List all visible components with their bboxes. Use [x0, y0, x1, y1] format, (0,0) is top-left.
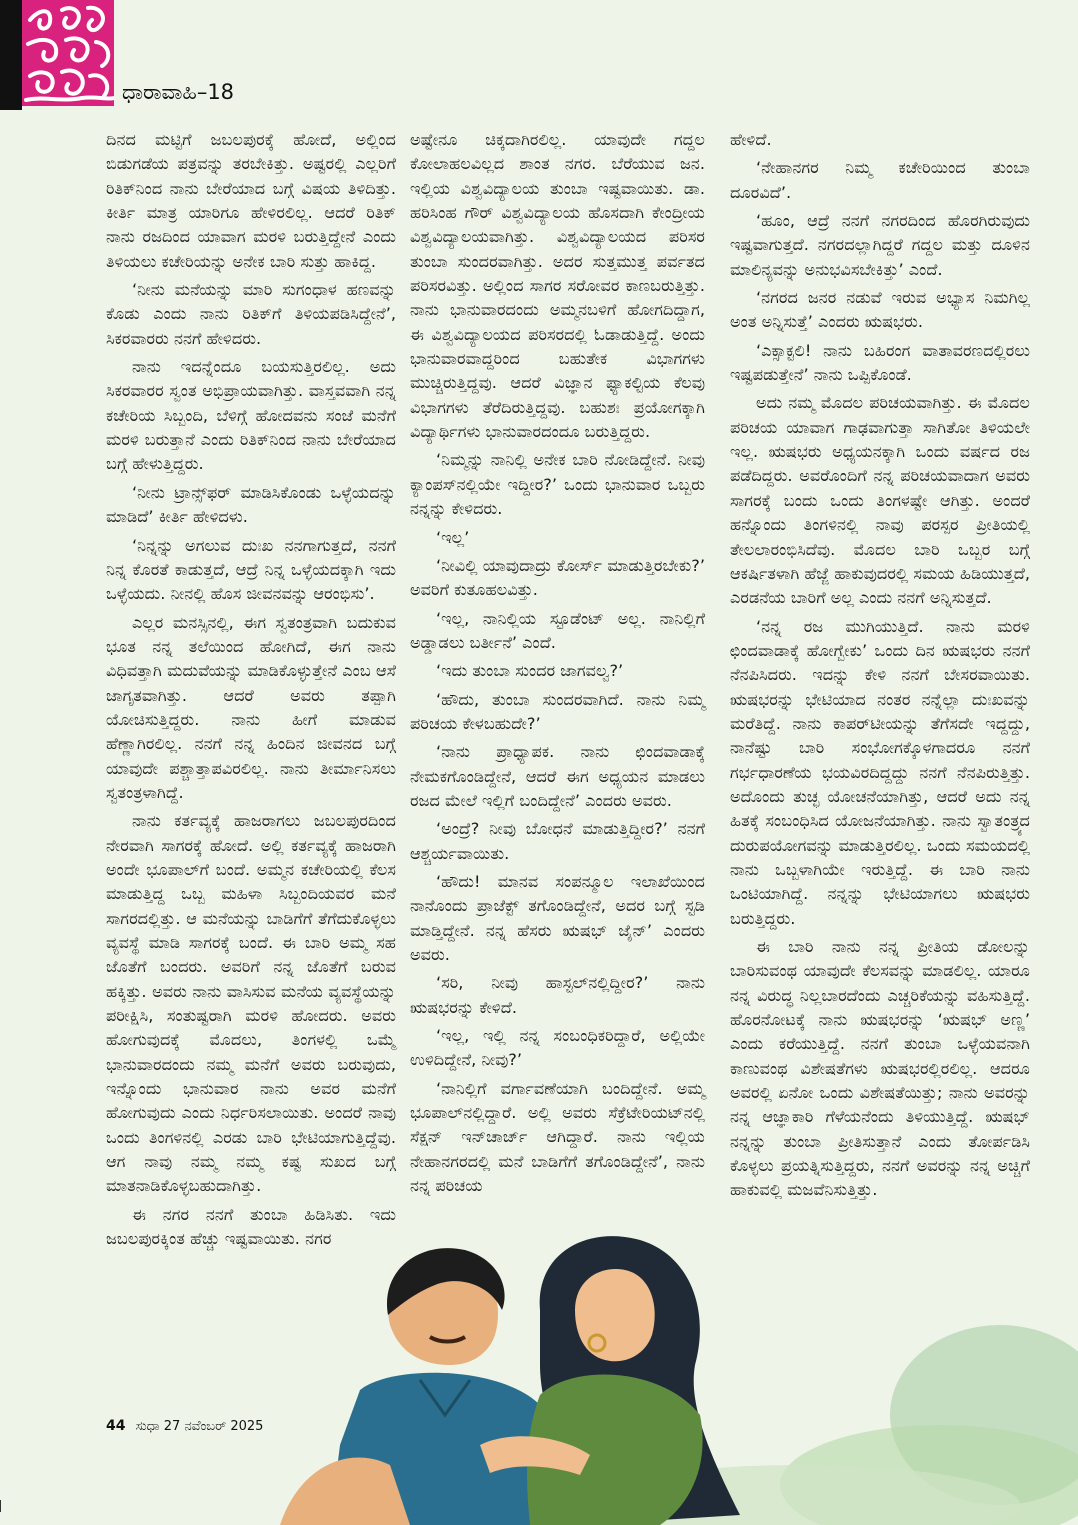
section-logo: [22, 0, 114, 106]
paragraph: ಎಲ್ಲರ ಮನಸ್ಸಿನಲ್ಲಿ, ಈಗ ಸ್ವತಂತ್ರವಾಗಿ ಬದುಕುವ ಭೂತ ನನ್ನ ತಲೆಯಿಂದ ಹೋಗಿದೆ, ಈಗ ನಾನು ವಿಧಿವತ್ತಾಗಿ ಮದುವೆಯನ್ನು ಮಾಡಿಕೊಳ್ಳುತ್ತೇನೆ ಎಂಬ ಆಸೆ ಜಾಗೃತವಾಗಿತ್ತು. ಆದರೆ ಅವರು ತಪ್ಪಾಗಿ ಯೋಚಿಸುತ್ತಿದ್ದರು. ನಾನು ಹೀಗೆ ಮಾಡುವ ಹೆಣ್ಣಾಗಿರಲಿಲ್ಲ. ನನಗೆ ನನ್ನ ಹಿಂದಿನ ಜೀವನದ ಬಗ್ಗೆ ಯಾವುದೇ ಪಶ್ಚಾತ್ತಾಪವಿರಲಿಲ್ಲ. ನಾನು ತೀರ್ಮಾನಿಸಲು ಸ್ವತಂತ್ರಳಾಗಿದ್ದೆ.: [106, 612, 396, 802]
paragraph: ದಿನದ ಮಟ್ಟಿಗೆ ಜಬಲಪುರಕ್ಕೆ ಹೋದೆ, ಅಲ್ಲಿಂದ ಬಿಡುಗಡೆಯ ಪತ್ರವನ್ನು ತರಬೇಕಿತ್ತು. ಅಷ್ಟರಲ್ಲಿ ಎಲ್ಲರಿಗೆ ರಿತಿಕ್‌ನಿಂದ ನಾನು ಬೇರೆಯಾದ ಬಗ್ಗೆ ವಿಷಯ ತಿಳಿದಿತ್ತು. ಕೀರ್ತಿ ಮಾತ್ರ ಯಾರಿಗೂ ಹೇಳಿರಲಿಲ್ಲ. ಆದರೆ ರಿತಿಕ್ ನಾನು ರಜದಿಂದ ಯಾವಾಗ ಮರಳಿ ಬರುತ್ತಿದ್ದೇನೆ ಎಂದು ತಿಳಿಯಲು ಕಚೇರಿಯನ್ನು ಅನೇಕ ಬಾರಿ ಸುತ್ತು ಹಾಕಿದ್ದ.: [106, 130, 396, 271]
paragraph: ‘ಅಂದ್ರೆ? ನೀವು ಬೋಧನೆ ಮಾಡುತ್ತಿದ್ದೀರ?’ ನನಗೆ ಆಶ್ಚರ್ಯವಾಯಿತು.: [410, 819, 705, 863]
paragraph: ‘ನೀವಿಲ್ಲಿ ಯಾವುದಾದ್ರು ಕೋರ್ಸ್ ಮಾಡುತ್ತಿರಬೇಕು?’ ಅವರಿಗೆ ಕುತೂಹಲವಿತ್ತು.: [410, 555, 705, 600]
paragraph: ‘ಹೂಂ, ಆದ್ರೆ ನನಗೆ ನಗರದಿಂದ ಹೊರಗಿರುವುದು ಇಷ್ಟವಾಗುತ್ತದೆ. ನಗರದಲ್ಲಾಗಿದ್ದರೆ ಗದ್ದಲ ಮತ್ತು ದೂಳಿನ ಮಾಲಿನ್ಯವನ್ನು ಅನುಭವಿಸಬೇಕಿತ್ತು’ ಎಂದೆ.: [730, 211, 1030, 279]
paragraph: ‘ಹೌದು! ಮಾನವ ಸಂಪನ್ಮೂಲ ಇಲಾಖೆಯಿಂದ ನಾನೊಂದು ಪ್ರಾಜೆಕ್ಟ್ ತಗೊಂಡಿದ್ದೇನೆ, ಅದರ ಬಗ್ಗೆ ಸ್ಟಡಿ ಮಾಡ್ತಿದ್ದೇನೆ. ನನ್ನ ಹೆಸರು ಋಷಭ್ ಜೈನ್’ ಎಂದರು ಅವರು.: [410, 871, 705, 964]
page-footer: [106, 1418, 263, 1434]
paragraph: ‘ಇಲ್ಲ’: [436, 527, 470, 547]
paragraph: ‘ನನ್ನ ರಜ ಮುಗಿಯುತ್ತಿದೆ. ನಾನು ಮರಳಿ ಛಿಂದವಾಡಾಕ್ಕೆ ಹೋಗ್ಬೇಕು’ ಒಂದು ದಿನ ಋಷಭರು ನನಗೆ ನೆನಪಿಸಿದರು. ಇದನ್ನು ಕೇಳಿ ನನಗೆ ಬೇಸರವಾಯಿತು. ಋಷಭರನ್ನು ಭೇಟಿಯಾದ ನಂತರ ನನ್ನೆಲ್ಲಾ ದುಃಖವನ್ನು ಮರೆತಿದ್ದೆ. ನಾನು ಕಾಪರ್‌ಟೀಯನ್ನು ತೆಗೆಸದೇ ಇದ್ದದ್ದು, ನಾನೆಷ್ಟು ಬಾರಿ ಸಂಭೋಗಕ್ಕೊಳಗಾದರೂ ನನಗೆ ಗರ್ಭಧಾರಣೆಯ ಭಯವಿರದಿದ್ದದ್ದು ನನಗೆ ನೆನಪಿರುತ್ತಿತ್ತು. ಅದೊಂದು ತುಚ್ಛ ಯೋಚನೆಯಾಗಿತ್ತು, ಆದರೆ ಅದು ನನ್ನ ಹಿತಕ್ಕೆ ಸಂಬಂಧಿಸಿದ ಯೋಜನೆಯಾಗಿತ್ತು. ನಾನು ಸ್ವಾತಂತ್ರ್ಯದ ದುರುಪಯೋಗವನ್ನು ಮಾಡುತ್ತಿರಲಿಲ್ಲ. ಒಂದು ಸಮಯದಲ್ಲಿ ನಾನು ಒಬ್ಬಳಾಗಿಯೇ ಇರುತ್ತಿದ್ದೆ. ಈ ಬಾರಿ ನಾನು ಒಂಟಿಯಾಗಿದ್ದೆ. ನನ್ನನ್ನು ಭೇಟಿಯಾಗಲು ಋಷಭರು ಬರುತ್ತಿದ್ದರು.: [730, 616, 1030, 928]
paragraph: ನಾನು ಇದನ್ನೆಂದೂ ಬಯಸುತ್ತಿರಲಿಲ್ಲ. ಅದು ಸಿಕರವಾರರ ಸ್ವಂತ ಅಭಿಪ್ರಾಯವಾಗಿತ್ತು. ವಾಸ್ತವವಾಗಿ ನನ್ನ ಕಚೇರಿಯ ಸಿಬ್ಬಂದಿ, ಬೆಳಿಗ್ಗೆ ಹೋದವನು ಸಂಜೆ ಮನೆಗೆ ಮರಳಿ ಬರುತ್ತಾನೆ ಎಂದು ರಿತಿಕ್‌ನಿಂದ ನಾನು ಬೇರೆಯಾದ ಬಗ್ಗೆ ಹೇಳುತ್ತಿದ್ದರು.: [106, 357, 396, 474]
paragraph: ‘ಹೌದು, ತುಂಬಾ ಸುಂದರವಾಗಿದೆ. ನಾನು ನಿಮ್ಮ ಪರಿಚಯ ಕೇಳಬಹುದೇ?’: [410, 689, 705, 733]
paragraph: ‘ನಾನು ಪ್ರಾಧ್ಯಾಪಕ. ನಾನು ಛಿಂದವಾಡಾಕ್ಕೆ ನೇಮಕಗೊಂಡಿದ್ದೇನೆ, ಆದರೆ ಈಗ ಅಧ್ಯಯನ ಮಾಡಲು ರಜದ ಮೇಲೆ ಇಲ್ಲಿಗೆ ಬಂದಿದ್ದೇನೆ’ ಎಂದರು ಅವರು.: [410, 742, 705, 810]
paragraph: ‘ಇಲ್ಲ, ನಾನಿಲ್ಲಿಯ ಸ್ಟೂಡೆಂಟ್ ಅಲ್ಲ. ನಾನಿಲ್ಲಿಗೆ ಅಡ್ಡಾಡಲು ಬರ್ತೀನೆ’ ಎಂದೆ.: [410, 608, 705, 652]
paragraph: ‘ಸರಿ, ನೀವು ಹಾಸ್ಟಲ್‌ನಲ್ಲಿದ್ದೀರ?’ ನಾನು ಋಷಭರನ್ನು ಕೇಳಿದೆ.: [410, 973, 705, 1017]
paragraph: ‘ನಿಮ್ಮನ್ನು ನಾನಿಲ್ಲಿ ಅನೇಕ ಬಾರಿ ನೋಡಿದ್ದೇನೆ. ನೀವು ಕ್ಯಾಂಪಸ್‌ನಲ್ಲಿಯೇ ಇದ್ದೀರ?’ ಒಂದು ಭಾನುವಾರ ಒಬ್ಬರು ನನ್ನನ್ನು ಕೇಳಿದರು.: [410, 450, 705, 519]
paragraph: ‘ಇದು ತುಂಬಾ ಸುಂದರ ಜಾಗವಲ್ವ?’: [436, 661, 624, 681]
paragraph: ಈ ಬಾರಿ ನಾನು ನನ್ನ ಪ್ರೀತಿಯ ಡೋಲನ್ನು ಬಾರಿಸುವಂಥ ಯಾವುದೇ ಕೆಲಸವನ್ನು ಮಾಡಲಿಲ್ಲ. ಯಾರೂ ನನ್ನ ವಿರುದ್ಧ ನಿಲ್ಲಬಾರದೆಂದು ಎಚ್ಚರಿಕೆಯನ್ನು ವಹಿಸುತ್ತಿದ್ದೆ. ಹೊರನೋಟಕ್ಕೆ ನಾನು ಋಷಭರನ್ನು ‘ಋಷಭ್ ಅಣ್ಣ’ ಎಂದು ಕರೆಯುತ್ತಿದ್ದೆ. ನನಗೆ ತುಂಬಾ ಒಳ್ಳೆಯವನಾಗಿ ಕಾಣುವಂಥ ವಿಶೇಷತೆಗಳು ಋಷಭರಲ್ಲಿರಲಿಲ್ಲ. ಆದರೂ ಅವರಲ್ಲಿ ಏನೋ ಒಂದು ವಿಶೇಷತೆಯಿತ್ತು; ನಾನು ಅವರನ್ನು ನನ್ನ ಆಜ್ಞಾಕಾರಿ ಗೆಳೆಯನೆಂದು ತಿಳಿಯುತ್ತಿದ್ದೆ. ಋಷಭ್ ನನ್ನನ್ನು ತುಂಬಾ ಪ್ರೀತಿಸುತ್ತಾನೆ ಎಂದು ತೋರ್ಪಡಿಸಿ ಕೊಳ್ಳಲು ಪ್ರಯತ್ನಿಸುತ್ತಿದ್ದರು, ನನಗೆ ಅವರನ್ನು ನನ್ನ ಅಚ್ಚಿಗೆ ಹಾಕುವಲ್ಲಿ ಮಜವೆನಿಸುತ್ತಿತ್ತು.: [730, 937, 1030, 1200]
magazine-info: ಸುಧಾ 27 ನವೆಂಬರ್ 2025: [135, 1419, 264, 1434]
page-number: 44: [106, 1418, 126, 1434]
article-column-2: [410, 128, 705, 1202]
paragraph: ಹೇಳಿದೆ.: [730, 130, 772, 149]
paragraph: ‘ನೀನು ಮನೆಯನ್ನು ಮಾರಿ ಸುಗಂಧಾಳ ಹಣವನ್ನು ಕೊಡು ಎಂದು ನಾನು ರಿತಿಕ್‌ಗೆ ತಿಳಿಯಪಡಿಸಿದ್ದೇನೆ’, ಸಿಕರವಾರರು ನನಗೆ ಹೇಳಿದರು.: [106, 280, 396, 348]
paragraph: ‘ನಾನಿಲ್ಲಿಗೆ ವರ್ಗಾವಣೆಯಾಗಿ ಬಂದಿದ್ದೇನೆ. ಅಮ್ಮ ಭೂಪಾಲ್‌ನಲ್ಲಿದ್ದಾರೆ. ಅಲ್ಲಿ ಅವರು ಸೆಕ್ರೆಟೇರಿಯಟ್‌ನಲ್ಲಿ ಸೆಕ್ಷನ್ ಇನ್‌ಚಾರ್ಜ್ ಆಗಿದ್ದಾರೆ. ನಾನು ಇಲ್ಲಿಯ ನೇಹಾನಗರದಲ್ಲಿ ಮನೆ ಬಾಡಿಗೆಗೆ ತಗೊಂಡಿದ್ದೇನೆ’, ನಾನು ನನ್ನ ಪರಿಚಯ: [410, 1078, 705, 1196]
paragraph: ಅದು ನಮ್ಮ ಮೊದಲ ಪರಿಚಯವಾಗಿತ್ತು. ಈ ಮೊದಲ ಪರಿಚಯ ಯಾವಾಗ ಗಾಢವಾಗುತ್ತಾ ಸಾಗಿತೋ ತಿಳಿಯಲೇ ಇಲ್ಲ. ಋಷಭರು ಅಧ್ಯಯನಕ್ಕಾಗಿ ಒಂದು ವರ್ಷದ ರಜ ಪಡೆದಿದ್ದರು. ಅವರೊಂದಿಗೆ ನನ್ನ ಪರಿಚಯವಾದಾಗ ಅವರು ಸಾಗರಕ್ಕೆ ಬಂದು ಒಂದು ತಿಂಗಳಷ್ಟೇ ಆಗಿತ್ತು. ಅಂದರೆ ಹನ್ನೊಂದು ತಿಂಗಳಿನಲ್ಲಿ ನಾವು ಪರಸ್ಪರ ಪ್ರೀತಿಯಲ್ಲಿ ತೇಲಲಾರಂಭಿಸಿದೆವು. ಮೊದಲ ಬಾರಿ ಒಬ್ಬರ ಬಗ್ಗೆ ಆಕರ್ಷಿತಳಾಗಿ ಹೆಜ್ಜೆ ಹಾಕುವುದರಲ್ಲಿ ಸಮಯ ಹಿಡಿಯುತ್ತದೆ, ಎರಡನೆಯ ಬಾರಿಗೆ ಅಲ್ಲ ಎಂದು ನನಗೆ ಅನ್ನಿಸುತ್ತದೆ.: [730, 393, 1030, 608]
couple-illustration: [240, 1215, 1078, 1525]
header-black-bar: [0, 0, 22, 110]
paragraph: ‘ಇಲ್ಲ, ಇಲ್ಲಿ ನನ್ನ ಸಂಬಂಧಿಕರಿದ್ದಾರೆ, ಅಲ್ಲಿಯೇ ಉಳಿದಿದ್ದೇನೆ, ನೀವು?’: [410, 1026, 705, 1070]
crop-mark: [0, 1500, 7, 1512]
series-label: ಧಾರಾವಾಹಿ–18: [122, 80, 235, 104]
paragraph: ‘ನೀನು ಟ್ರಾನ್ಸ್‌ಫರ್ ಮಾಡಿಸಿಕೊಂಡು ಒಳ್ಳೆಯದನ್ನು ಮಾಡಿದೆ’ ಕೀರ್ತಿ ಹೇಳಿದಳು.: [106, 482, 396, 527]
paragraph: ಈ ನಗರ ನನಗೆ ತುಂಬಾ ಹಿಡಿಸಿತು. ಇದು ಜಬಲಪುರಕ್ಕಿಂತ ಹೆಚ್ಚು ಇಷ್ಟವಾಯಿತು. ನಗರ: [106, 1204, 396, 1249]
paragraph: ಅಷ್ಟೇನೂ ಚಿಕ್ಕದಾಗಿರಲಿಲ್ಲ. ಯಾವುದೇ ಗದ್ದಲ ಕೋಲಾಹಲವಿಲ್ಲದ ಶಾಂತ ನಗರ. ಬೆರೆಯುವ ಜನ. ಇಲ್ಲಿಯ ವಿಶ್ವವಿದ್ಯಾಲಯ ತುಂಬಾ ಇಷ್ಟವಾಯಿತು. ಡಾ. ಹರಿಸಿಂಹ ಗೌರ್ ವಿಶ್ವವಿದ್ಯಾಲಯ ಹೊಸದಾಗಿ ಕೇಂದ್ರೀಯ ವಿಶ್ವವಿದ್ಯಾಲಯವಾಗಿತ್ತು. ವಿಶ್ವವಿದ್ಯಾಲಯದ ಪರಿಸರ ತುಂಬಾ ಸುಂದರವಾಗಿತ್ತು. ಅದರ ಸುತ್ತಮುತ್ತ ಪರ್ವತದ ಪರಿಸರವಿತ್ತು. ಅಲ್ಲಿಂದ ಸಾಗರ ಸರೋವರ ಕಾಣಬರುತ್ತಿತ್ತು. ನಾನು ಭಾನುವಾರದಂದು ಅಮ್ಮನಬಳಿಗೆ ಹೋಗದಿದ್ದಾಗ, ಈ ವಿಶ್ವವಿದ್ಯಾಲಯದ ಪರಿಸರದಲ್ಲಿ ಓಡಾಡುತ್ತಿದ್ದೆ. ಅಂದು ಭಾನುವಾರವಾದ್ದರಿಂದ ಬಹುತೇಕ ವಿಭಾಗಗಳು ಮುಚ್ಚಿರುತ್ತಿದ್ದವು. ಆದರೆ ವಿಜ್ಞಾನ ಫ್ಯಾಕಲ್ಟಿಯ ಕೆಲವು ವಿಭಾಗಗಳು ತೆರೆದಿರುತ್ತಿದ್ದವು. ಬಹುಶಃ ಪ್ರಯೋಗಕ್ಕಾಗಿ ವಿದ್ಯಾರ್ಥಿಗಳು ಭಾನುವಾರದಂದೂ ಬರುತ್ತಿದ್ದರು.: [410, 130, 705, 442]
paragraph: ‘ಎಕ್ಸಾಕ್ಟಲಿ! ನಾನು ಬಹಿರಂಗ ವಾತಾವರಣದಲ್ಲಿರಲು ಇಷ್ಟಪಡುತ್ತೇನೆ’ ನಾನು ಒಪ್ಪಿಕೊಂಡೆ.: [730, 340, 1030, 385]
paragraph: ‘ನಗರದ ಜನರ ನಡುವೆ ಇರುವ ಅಭ್ಯಾಸ ನಿಮಗಿಲ್ಲ ಅಂತ ಅನ್ನಿಸುತ್ತೆ’ ಎಂದರು ಋಷಭರು.: [730, 288, 1030, 332]
paragraph: ನಾನು ಕರ್ತವ್ಯಕ್ಕೆ ಹಾಜರಾಗಲು ಜಬಲಪುರದಿಂದ ನೇರವಾಗಿ ಸಾಗರಕ್ಕೆ ಹೋದೆ. ಅಲ್ಲಿ ಕರ್ತವ್ಯಕ್ಕೆ ಹಾಜರಾಗಿ ಅಂದೇ ಭೂಪಾಲ್‌ಗೆ ಬಂದೆ. ಅಮ್ಮನ ಕಚೇರಿಯಲ್ಲಿ ಕೆಲಸ ಮಾಡುತ್ತಿದ್ದ ಒಬ್ಬ ಮಹಿಳಾ ಸಿಬ್ಬಂದಿಯವರ ಮನೆ ಸಾಗರದಲ್ಲಿತ್ತು. ಆ ಮನೆಯನ್ನು ಬಾಡಿಗೆಗೆ ತೆಗೆದುಕೊಳ್ಳಲು ವ್ಯವಸ್ಥೆ ಮಾಡಿ ಸಾಗರಕ್ಕೆ ಬಂದೆ. ಈ ಬಾರಿ ಅಮ್ಮ ಸಹ ಜೊತೆಗೆ ಬಂದರು. ಅವರಿಗೆ ನನ್ನ ಜೊತೆಗೆ ಬರುವ ಹಕ್ಕಿತ್ತು. ಅವರು ನಾನು ವಾಸಿಸುವ ಮನೆಯ ವ್ಯವಸ್ಥೆಯನ್ನು ಪರೀಕ್ಷಿಸಿ, ಸಂತುಷ್ಟರಾಗಿ ಮರಳಿ ಹೋದರು. ಅವರು ಹೋಗುವುದಕ್ಕೆ ಮೊದಲು, ತಿಂಗಳಲ್ಲಿ ಒಮ್ಮೆ ಭಾನುವಾರದಂದು ನಮ್ಮ ಮನೆಗೆ ಅವರು ಬರುವುದು, ಇನ್ನೊಂದು ಭಾನುವಾರ ನಾನು ಅವರ ಮನೆಗೆ ಹೋಗುವುದು ಎಂದು ನಿರ್ಧರಿಸಲಾಯಿತು. ಅಂದರೆ ನಾವು ಒಂದು ತಿಂಗಳಿನಲ್ಲಿ ಎರಡು ಬಾರಿ ಭೇಟಿಯಾಗುತ್ತಿದ್ದೆವು. ಆಗ ನಾವು ನಮ್ಮ ನಮ್ಮ ಕಷ್ಟ ಸುಖದ ಬಗ್ಗೆ ಮಾತನಾಡಿಕೊಳ್ಳಬಹುದಾಗಿತ್ತು.: [106, 811, 396, 1196]
paragraph: ‘ನಿನ್ನನ್ನು ಅಗಲುವ ದುಃಖ ನನಗಾಗುತ್ತದೆ, ನನಗೆ ನಿನ್ನ ಕೊರತೆ ಕಾಡುತ್ತದೆ, ಆದ್ರೆ ನಿನ್ನ ಒಳ್ಳೆಯದಕ್ಕಾಗಿ ಇದು ಒಳ್ಳೆಯದು. ನೀನಲ್ಲಿ ಹೊಸ ಜೀವನವನ್ನು ಆರಂಭಿಸು’.: [106, 535, 396, 604]
article-column-3: [730, 128, 1030, 1207]
paragraph: ‘ನೇಹಾನಗರ ನಿಮ್ಮ ಕಚೇರಿಯಿಂದ ತುಂಬಾ ದೂರವಿದೆ’.: [730, 158, 1030, 202]
article-column-1: [106, 128, 396, 1255]
swirl-logo-icon: [22, 0, 114, 106]
